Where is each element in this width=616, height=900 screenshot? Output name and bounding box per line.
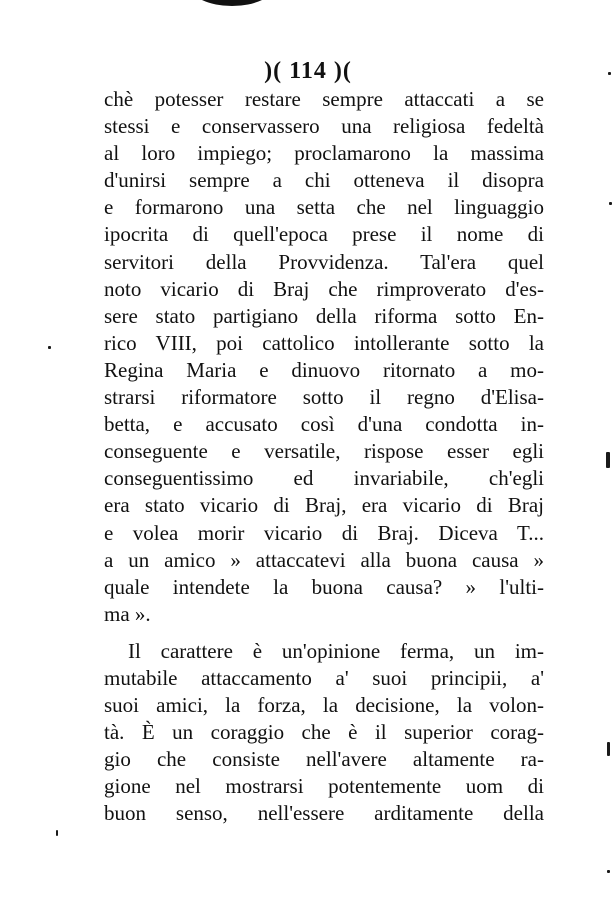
- text-line: stessi e conservassero una religiosa fedeltà: [104, 114, 544, 139]
- scan-speck: [56, 830, 58, 836]
- text-line: tà. È un coraggio che è il superior corag-: [104, 720, 544, 745]
- scan-speck: [48, 346, 51, 349]
- scan-speck: [607, 870, 610, 873]
- text-line: suoi amici, la forza, la decisione, la volon-: [104, 693, 544, 718]
- text-line: ipocrita di quell'epoca prese il nome di: [104, 222, 544, 247]
- paragraph: [104, 86, 544, 628]
- body-text: [104, 86, 544, 828]
- text-line: conseguente e versatile, rispose esser egli: [104, 439, 544, 464]
- text-line: sere stato partigiano della riforma sotto En-: [104, 303, 544, 328]
- text-line: strarsi riformatore sotto il regno d'Elisa-: [104, 385, 544, 410]
- paragraph: [104, 638, 544, 828]
- text-line: era stato vicario di Braj, era vicario di Braj: [104, 493, 544, 518]
- text-line: gione nel mostrarsi potentemente uom di: [104, 774, 544, 799]
- text-line: e volea morir vicario di Braj. Diceva T...: [104, 520, 544, 545]
- scan-smudge: [120, 0, 310, 14]
- text-line: noto vicario di Braj che rimproverato d'es-: [104, 276, 544, 301]
- text-line: chè potesser restare sempre attaccati a se: [104, 87, 544, 111]
- text-line: Il carattere è un'opinione ferma, un im-: [128, 638, 544, 663]
- scan-speck: [606, 452, 610, 468]
- text-line: buon senso, nell'essere arditamente della: [104, 801, 544, 826]
- text-line: conseguentissimo ed invariabile, ch'egli: [104, 466, 544, 491]
- text-line: e formarono una setta che nel linguaggio: [104, 195, 544, 220]
- page-number: )( 114 )(: [264, 58, 352, 84]
- text-line: al loro impiego; proclamarono la massima: [104, 141, 544, 166]
- text-line: rico VIII, poi cattolico intollerante sotto la: [104, 330, 544, 355]
- scan-speck: [607, 742, 610, 756]
- text-line: ma ».: [104, 601, 151, 626]
- text-line: servitori della Provvidenza. Tal'era quel: [104, 249, 544, 274]
- text-line: d'unirsi sempre a chi otteneva il disopra: [104, 168, 544, 193]
- scan-speck: [609, 202, 612, 205]
- paragraph-gap: [104, 628, 544, 638]
- text-line: a un amico » attaccatevi alla buona causa »: [104, 547, 544, 572]
- text-line: quale intendete la buona causa? » l'ulti-: [104, 574, 544, 599]
- text-line: Regina Maria e dinuovo ritornato a mo-: [104, 357, 544, 382]
- text-line: mutabile attaccamento a' suoi principii, a': [104, 665, 544, 690]
- text-line: gio che consiste nell'avere altamente ra-: [104, 747, 544, 772]
- text-line: betta, e accusato così d'una condotta in-: [104, 412, 544, 437]
